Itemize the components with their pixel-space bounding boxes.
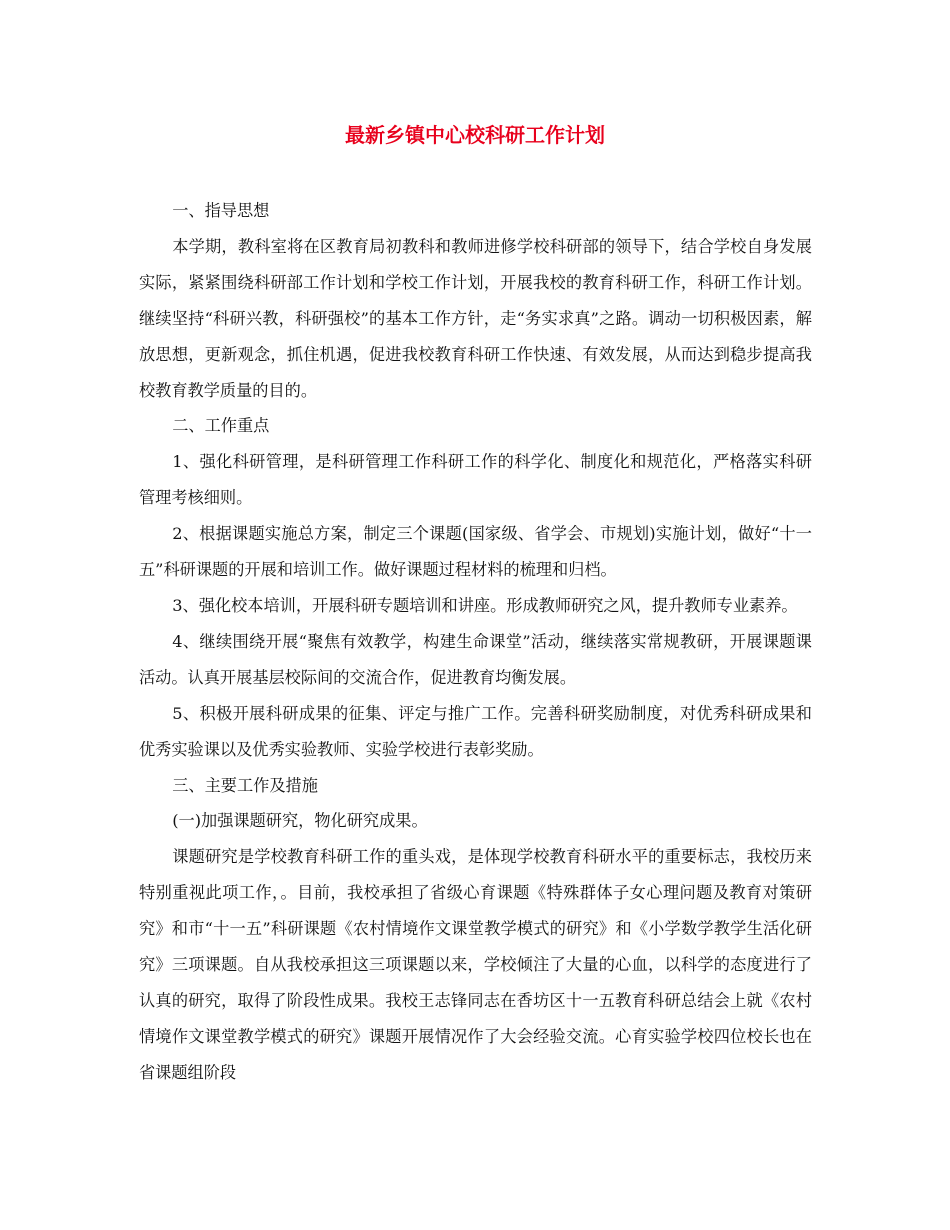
heading-main-work-measures: 三、主要工作及措施 [172, 775, 318, 795]
document-title: 最新乡镇中心校科研工作计划 [345, 123, 605, 147]
paragraph-focus-2: 2、根据课题实施总方案，制定三个课题(国家级、省学会、市规划)实施计划，做好“十一五”科研课题的开展和培训工作。做好课题过程材料的梳理和归档。 [139, 524, 812, 580]
paragraph-research-projects: 课题研究是学校教育科研工作的重头戏，是体现学校教育科研水平的重要标志，我校历来特别重视此项工作，。目前，我校承担了省级心育课题《特殊群体子女心理问题及教育对策研究》和市“十一五”科研课题《农村情境作文课堂教学模式的研究》和《小学数学教学生活化研究》三项课题。自从我校承担这三项课题以来，学校倾注了大量的心血，以科学的态度进行了认真的研究，取得了阶段性成果。我校王志锋同志在香坊区十一五教育科研总结会上就《农村情境作文课堂教学模式的研究》课题开展情况作了大会经验交流。心育实验学校四位校长也在省课题组阶段 [139, 847, 812, 1082]
heading-guiding-ideology: 一、指导思想 [172, 201, 270, 220]
paragraph-focus-4: 4、继续围绕开展“聚焦有效教学，构建生命课堂”活动，继续落实常规教研，开展课题课活动。认真开展基层校际间的交流合作，促进教育均衡发展。 [139, 631, 812, 687]
heading-work-focus: 二、工作重点 [172, 416, 270, 436]
document-body [139, 193, 812, 1091]
paragraph-guiding-ideology: 本学期，教科室将在区教育局初教科和教师进修学校科研部的领导下，结合学校自身发展实际，紧紧围绕科研部工作计划和学校工作计划，开展我校的教育科研工作，科研工作计划。继续坚持“科研兴教，科研强校”的基本工作方针，走“务实求真”之路。调动一切积极因素，解放思想，更新观念，抓住机遇，促进我校教育科研工作快速、有效发展，从而达到稳步提高我校教育教学质量的目的。 [139, 236, 812, 400]
subheading-research-strengthening: (一)加强课题研究，物化研究成果。 [172, 811, 428, 831]
paragraph-focus-3: 3、强化校本培训，开展科研专题培训和讲座。形成教师研究之风，提升教师专业素养。 [172, 595, 798, 615]
paragraph-focus-5: 5、积极开展科研成果的征集、评定与推广工作。完善科研奖励制度，对优秀科研成果和优秀实验课以及优秀实验教师、实验学校进行表彰奖励。 [139, 703, 812, 759]
paragraph-focus-1: 1、强化科研管理，是科研管理工作科研工作的科学化、制度化和规范化，严格落实科研管理考核细则。 [139, 452, 812, 508]
